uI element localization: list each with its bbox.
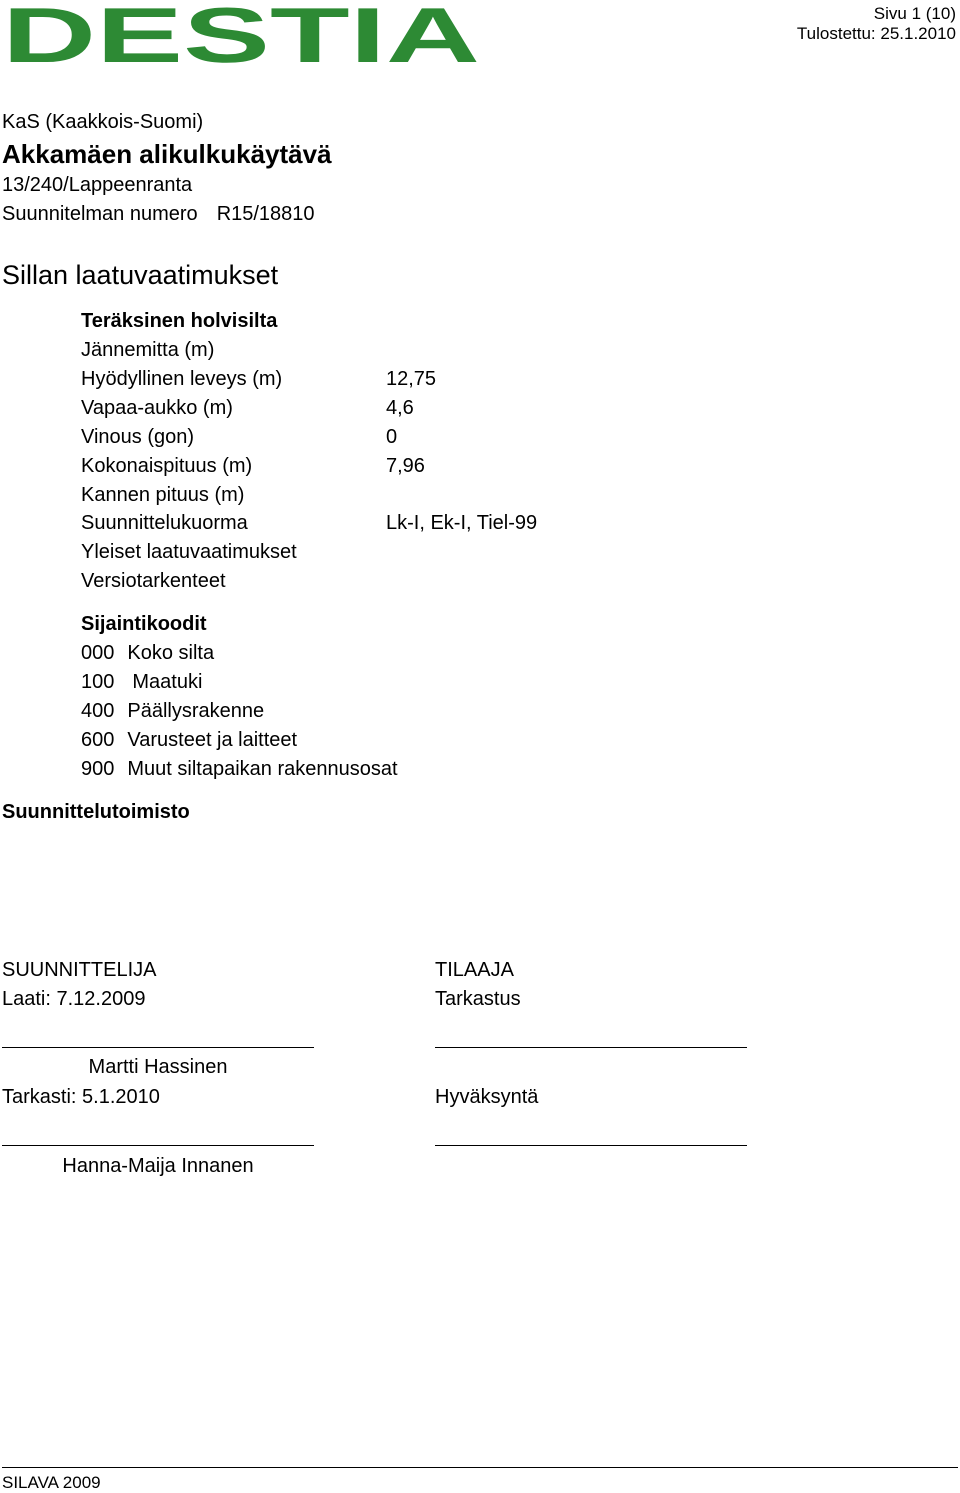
location-code-item bbox=[81, 699, 264, 723]
signature-line bbox=[435, 1145, 747, 1146]
property-value: 12,75 bbox=[386, 368, 437, 390]
signature-line bbox=[2, 1047, 314, 1048]
footer-rule bbox=[2, 1467, 958, 1468]
location-code-item bbox=[81, 728, 297, 752]
print-date: Tulostettu: 25.1.2010 bbox=[796, 24, 956, 43]
location-code-item bbox=[81, 670, 202, 694]
location-code: 400 bbox=[81, 700, 115, 722]
property-value: 7,96 bbox=[386, 455, 425, 477]
location-code-name: Varusteet ja laitteet bbox=[127, 729, 298, 751]
footer-text: SILAVA 2009 bbox=[2, 1473, 101, 1492]
property-label: Yleiset laatuvaatimukset bbox=[81, 541, 297, 563]
designer-checked-date: Tarkasti: 5.1.2010 bbox=[2, 1086, 160, 1108]
property-label: Vapaa-aukko (m) bbox=[81, 397, 233, 419]
destia-logo bbox=[2, 3, 482, 65]
client-approval: Hyväksyntä bbox=[435, 1086, 539, 1108]
location-code-name: Muut siltapaikan rakennusosat bbox=[127, 758, 398, 780]
property-label: Kannen pituus (m) bbox=[81, 484, 245, 506]
location: 13/240/Lappeenranta bbox=[2, 174, 193, 196]
page-info bbox=[797, 4, 956, 44]
logo-wordmark: DESTIA bbox=[2, 3, 480, 65]
page-number: Sivu 1 (10) bbox=[873, 4, 956, 23]
designer-made-date: Laati: 7.12.2009 bbox=[2, 988, 146, 1010]
location-codes-title: Sijaintikoodit bbox=[81, 613, 207, 635]
client-title: TILAAJA bbox=[435, 959, 514, 981]
design-office-title: Suunnittelutoimisto bbox=[2, 801, 190, 823]
designer-made-by: Martti Hassinen bbox=[88, 1056, 228, 1078]
location-code: 100 bbox=[81, 671, 115, 693]
property-label: Suunnittelukuorma bbox=[81, 512, 248, 534]
designer-title: SUUNNITTELIJA bbox=[2, 959, 157, 981]
location-code: 000 bbox=[81, 642, 115, 664]
property-label: Hyödyllinen leveys (m) bbox=[81, 368, 283, 390]
location-code-name: Päällysrakenne bbox=[127, 700, 265, 722]
property-value: Lk-I, Ek-I, Tiel-99 bbox=[386, 512, 538, 534]
bridge-type: Teräksinen holvisilta bbox=[81, 310, 278, 332]
property-label: Vinous (gon) bbox=[81, 426, 195, 448]
property-label: Kokonaispituus (m) bbox=[81, 455, 253, 477]
property-label: Jännemitta (m) bbox=[81, 339, 215, 361]
location-code-item bbox=[81, 641, 214, 665]
location-code-name: Maatuki bbox=[132, 671, 203, 693]
location-code-item bbox=[81, 757, 398, 781]
property-value: 0 bbox=[386, 426, 398, 448]
location-code-name: Koko silta bbox=[127, 642, 215, 664]
property-label: Versiotarkenteet bbox=[81, 570, 226, 592]
signature-line bbox=[435, 1047, 747, 1048]
signature-line bbox=[2, 1145, 314, 1146]
plan-number-label: Suunnitelman numero bbox=[2, 203, 198, 225]
location-code: 900 bbox=[81, 758, 115, 780]
designer-checked-by: Hanna-Maija Innanen bbox=[62, 1155, 254, 1177]
bridge-name: Akkamäen alikulkukäytävä bbox=[2, 139, 332, 169]
property-value: 4,6 bbox=[386, 397, 414, 419]
plan-number-row bbox=[2, 202, 315, 226]
client-review: Tarkastus bbox=[435, 988, 521, 1010]
region: KaS (Kaakkois-Suomi) bbox=[2, 111, 204, 133]
section-title: Sillan laatuvaatimukset bbox=[2, 260, 279, 290]
plan-number-value: R15/18810 bbox=[216, 203, 315, 225]
location-code: 600 bbox=[81, 729, 115, 751]
